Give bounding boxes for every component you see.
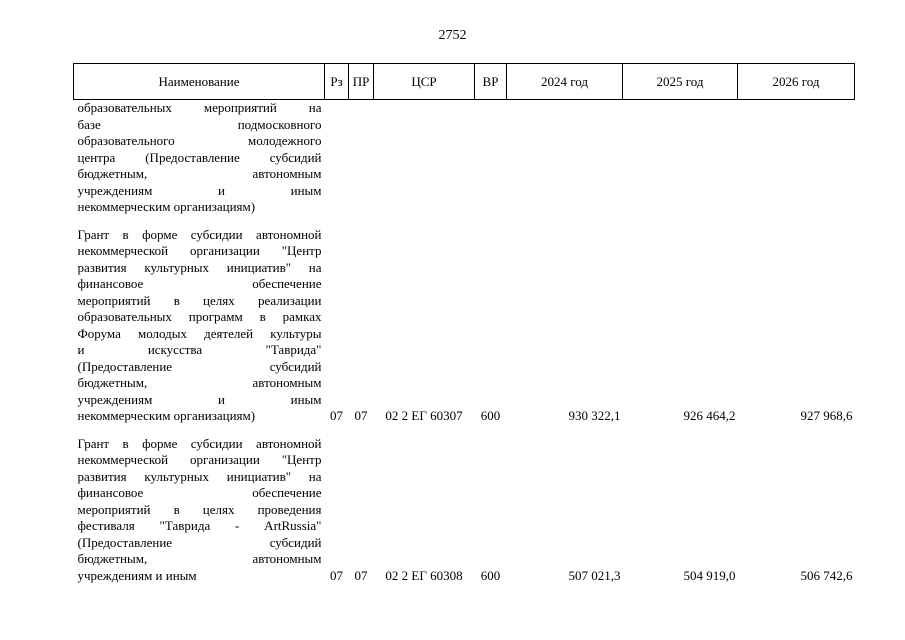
name-line: бюджетным, автономным (77, 551, 322, 566)
header-2026: 2026 год (738, 64, 855, 100)
name-line: развития культурных инициатив" на (77, 259, 322, 275)
cell-2026 (738, 100, 855, 216)
name-line: образовательного молодежного (77, 133, 322, 148)
cell-csr: 02 2 ЕГ 60308 (385, 567, 463, 583)
name-line: развития культурных инициатив" на (77, 468, 322, 484)
name-line: Грант в форме субсидии автономной (77, 226, 322, 242)
row-spacer (74, 425, 855, 436)
header-rz: Рз (325, 64, 349, 100)
cell-rz: 07 (330, 408, 343, 423)
cell-vr: 600 (480, 408, 501, 423)
name-line: мероприятий в целях проведения (77, 501, 322, 517)
cell-2026: 927 968,6 (800, 408, 853, 423)
name-line: учреждениям и иным (77, 567, 197, 583)
name-line: учреждениям и иным (77, 182, 322, 198)
cell-vr: 600 (480, 567, 501, 583)
name-line: финансовое обеспечение (77, 276, 322, 291)
name-line: Грант в форме субсидии автономной (77, 435, 322, 451)
name-line: учреждениям и иным (77, 391, 322, 407)
name-line: центра (Предоставление субсидий (77, 149, 322, 165)
name-line: мероприятий в целях реализации (77, 292, 322, 308)
cell-name (74, 436, 325, 585)
cell-2024: 930 322,1 (568, 408, 621, 423)
cell-2024 (507, 100, 623, 216)
table-header-row (74, 64, 855, 100)
header-2025: 2025 год (623, 64, 738, 100)
cell-pr: 07 (354, 408, 368, 423)
cell-rz: 07 (330, 567, 343, 583)
cell-csr (374, 100, 475, 216)
name-line: некоммерческой организации "Центр (77, 452, 322, 467)
cell-2025 (623, 100, 738, 216)
cell-name (74, 100, 325, 216)
header-name: Наименование (74, 64, 325, 100)
name-line: финансовое обеспечение (77, 485, 322, 500)
page-number: 2752 (438, 28, 467, 43)
table-row (74, 227, 855, 425)
name-line: (Предоставление субсидий (77, 358, 322, 374)
row-spacer (74, 216, 855, 227)
table-body (74, 100, 855, 585)
name-line: бюджетным, автономным (77, 166, 322, 181)
header-2024: 2024 год (507, 64, 623, 100)
cell-2025: 926 464,2 (683, 408, 736, 423)
name-line: некоммерческой организации "Центр (77, 243, 322, 258)
table-row (74, 100, 855, 216)
name-line: образовательных программ в рамках (77, 309, 322, 324)
table-row (74, 436, 855, 585)
name-line: Форума молодых деятелей культуры (77, 325, 322, 341)
cell-pr (349, 100, 374, 216)
cell-csr: 02 2 ЕГ 60307 (385, 408, 463, 423)
cell-2026: 506 742,6 (800, 567, 853, 583)
name-line: некоммерческим организациям) (77, 408, 256, 423)
row-spacer-cell (74, 425, 855, 436)
cell-2024: 507 021,3 (568, 567, 621, 583)
cell-name (74, 227, 325, 425)
name-line: и искусства "Таврида" (77, 342, 322, 357)
cell-2025: 504 919,0 (683, 567, 736, 583)
header-csr: ЦСР (374, 64, 475, 100)
name-line: некоммерческим организациям) (77, 199, 256, 214)
cell-rz (325, 100, 349, 216)
cell-pr: 07 (354, 567, 368, 583)
name-line: фестиваля "Таврида - ArtRussia" (77, 518, 322, 533)
budget-table (73, 63, 855, 584)
name-line: бюджетным, автономным (77, 375, 322, 390)
header-pr: ПР (349, 64, 374, 100)
name-line: образовательных мероприятий на (77, 100, 322, 115)
cell-vr (475, 100, 507, 216)
row-spacer-cell (74, 216, 855, 227)
name-line: (Предоставление субсидий (77, 534, 322, 550)
name-line: базе подмосковного (77, 116, 322, 132)
header-vr: ВР (475, 64, 507, 100)
